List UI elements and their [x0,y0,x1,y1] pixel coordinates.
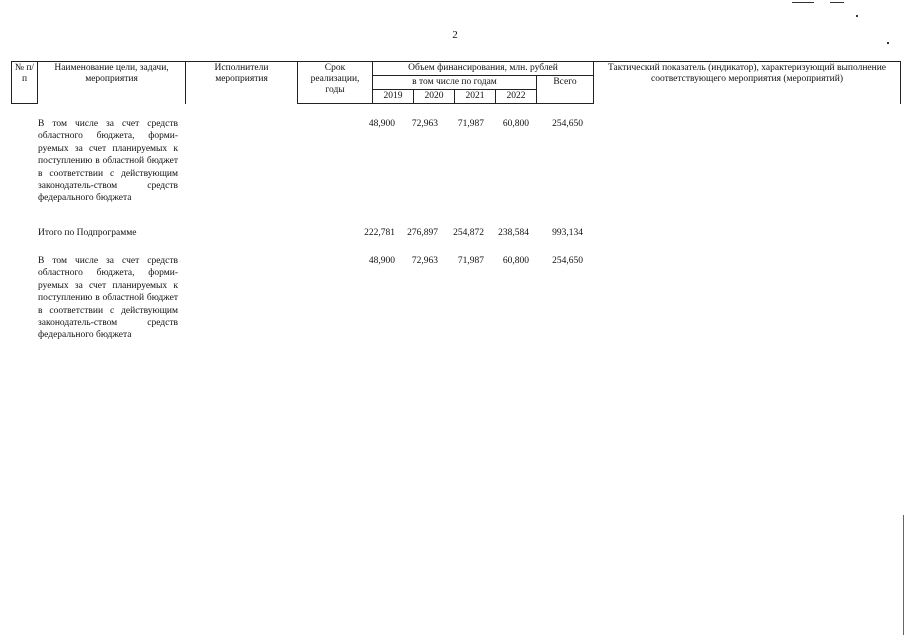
value-total: 254,650 [552,256,583,266]
value-2021: 71,987 [457,256,484,266]
table-header [11,61,901,104]
value-2019: 48,900 [368,119,395,129]
value-2022: 60,800 [502,119,529,129]
header-num: № п/п [12,62,38,104]
header-executors: Исполнители мероприятия [186,62,298,104]
value-total: 993,134 [552,228,583,238]
header-year-2019: 2019 [373,90,414,104]
header-indicator: Тактический показатель (индикатор), характеризующий выполнение соответствующего мероприятия (мероприятий) [594,62,901,104]
header-name: Наименование цели, задачи, мероприятия [38,62,186,104]
scan-mark [792,2,814,3]
value-2020: 72,963 [411,119,438,129]
header-year-2022: 2022 [496,90,537,104]
header-total: Всего [537,76,594,104]
value-2020: 72,963 [411,256,438,266]
row-description: Итого по Подпрограмме [38,228,137,238]
scan-edge-line [903,515,904,635]
value-total: 254,650 [552,119,583,129]
row-description: В том числе за счет средств областного бюджета, форми-руемых за счет планируемых к поступлению в областной бюджет в соответствии с действующим законодатель-ством средств федерального бюджета [38,119,178,204]
scan-mark [830,2,844,3]
value-2019: 222,781 [364,228,395,238]
header-year-2021: 2021 [455,90,496,104]
value-2021: 71,987 [457,119,484,129]
header-year-2020: 2020 [414,90,455,104]
scan-mark [856,15,858,17]
scan-mark [887,42,889,44]
value-2021: 254,872 [453,228,484,238]
value-2020: 276,897 [407,228,438,238]
header-term: Срок реализации, годы [298,62,373,104]
page-number: 2 [452,29,458,41]
value-2019: 48,900 [368,256,395,266]
header-by-years: в том числе по годам [373,76,537,90]
header-financing: Объем финансирования, млн. рублей [373,62,594,76]
value-2022: 60,800 [502,256,529,266]
value-2022: 238,584 [498,228,529,238]
row-description: В том числе за счет средств областного бюджета, форми-руемых за счет планируемых к поступлению в областной бюджет в соответствии с действующим законодатель-ством средств федерального бюджета [38,256,178,341]
